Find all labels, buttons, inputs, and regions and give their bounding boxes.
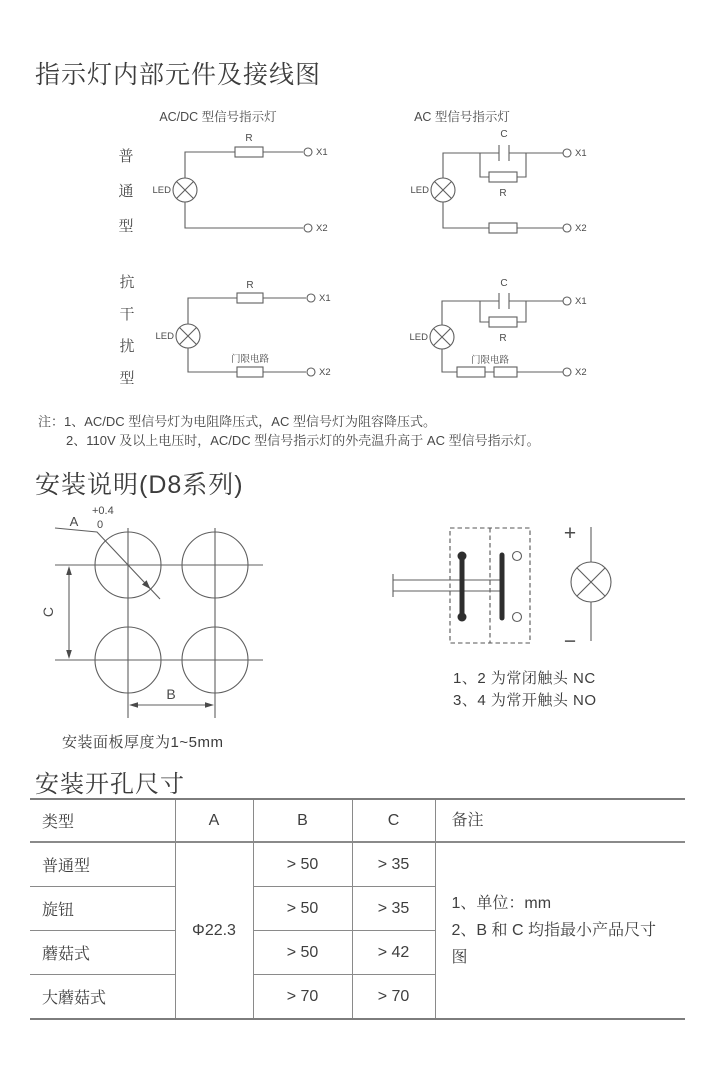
install-section-title: 安装说明(D8系列) — [35, 471, 244, 499]
cell-b: > 70 — [253, 975, 352, 1020]
terminal-x1 — [563, 297, 571, 305]
nc-note: 1、2 为常闭触头 NC — [453, 670, 596, 687]
wiring-notes — [38, 412, 540, 450]
led-label: LED — [152, 185, 171, 196]
mounting-hole-drawing — [40, 505, 263, 718]
led-lamp-symbol — [430, 325, 454, 349]
terminal-x1 — [563, 149, 571, 157]
wire — [188, 298, 306, 324]
contact-end-dot — [458, 552, 467, 561]
column-header-ac: AC 型信号指示灯 — [414, 110, 510, 124]
table-header-row — [30, 799, 685, 842]
svg-text:干: 干 — [119, 306, 135, 323]
cell-remark-merged — [435, 842, 685, 1019]
wire — [443, 202, 563, 228]
type-label-normal — [118, 148, 133, 235]
actuator-lines — [393, 574, 501, 597]
circuit-acdc-antijam — [156, 280, 331, 378]
terminal-x1-label: X1 — [319, 293, 331, 304]
wiring-section-title: 指示灯内部元件及接线图 — [35, 61, 322, 89]
cell-c: > 42 — [352, 931, 435, 975]
cell-type: 蘑菇式 — [30, 931, 175, 975]
resistor-label: R — [499, 188, 507, 199]
arrowhead — [129, 702, 138, 708]
col-header-type: 类型 — [30, 799, 175, 842]
terminal-x2-label: X2 — [319, 367, 331, 378]
terminal-x2 — [563, 368, 571, 376]
threshold-circuit-box — [494, 367, 517, 377]
note-prefix: 注： — [38, 414, 65, 429]
plus-sign: + — [563, 522, 577, 545]
dim-b-label: B — [166, 686, 176, 702]
terminal-x1-label: X1 — [316, 147, 328, 158]
capacitor-symbol — [499, 293, 509, 309]
terminal-x1-label: X1 — [575, 148, 587, 159]
contact-notes — [453, 668, 597, 712]
wire — [442, 301, 563, 325]
svg-text:普: 普 — [118, 148, 134, 165]
contact-point — [513, 613, 522, 622]
led-lamp-symbol — [431, 178, 455, 202]
column-header-acdc: AC/DC 型信号指示灯 — [159, 110, 277, 124]
circuit-acdc-normal — [153, 133, 328, 234]
note-line-1 — [38, 412, 540, 431]
circuit-ac-antijam — [410, 278, 587, 378]
tolerance-lower: 0 — [97, 519, 104, 531]
no-note: 3、4 为常开触头 NO — [453, 692, 597, 709]
wire — [185, 152, 303, 178]
cell-type: 大蘑菇式 — [42, 990, 107, 1007]
cell-b: > 50 — [253, 931, 352, 975]
terminal-x2-label: X2 — [575, 367, 587, 378]
resistor-symbol — [237, 293, 263, 303]
terminal-x2 — [307, 368, 315, 376]
led-lamp-symbol — [176, 324, 200, 348]
terminal-x1 — [304, 148, 312, 156]
centerline — [55, 528, 263, 718]
tolerance-upper: +0.4 — [92, 505, 114, 517]
terminal-x1 — [307, 294, 315, 302]
hole-table-wrapper — [30, 798, 685, 1020]
arrowhead — [66, 566, 72, 575]
wire — [480, 301, 526, 322]
threshold-label: 门限电路 — [230, 354, 270, 365]
led-label: LED — [410, 185, 429, 196]
svg-text:型: 型 — [118, 218, 134, 235]
cell-type: 旋钮 — [30, 887, 175, 931]
capacitor-label: C — [500, 278, 508, 289]
hole-table — [30, 798, 685, 1020]
resistor-label: R — [245, 133, 253, 144]
terminal-x2 — [563, 224, 571, 232]
capacitor-symbol — [499, 145, 509, 161]
resistor-symbol — [489, 223, 517, 233]
terminal-x2-label: X2 — [575, 223, 587, 234]
minus-sign: − — [563, 630, 577, 653]
dim-c-label: C — [40, 606, 56, 618]
wire — [480, 153, 526, 177]
cell-a-merged: Φ22.3 — [175, 842, 253, 1019]
cell-b: > 50 — [253, 842, 352, 887]
type-label-antijam — [119, 274, 134, 387]
dim-a-label: A — [69, 514, 79, 529]
col-header-a: A — [175, 799, 253, 842]
threshold-circuit-box — [457, 367, 485, 377]
resistor-symbol — [235, 147, 263, 157]
svg-text:型: 型 — [119, 370, 135, 387]
led-lamp-symbol — [173, 178, 197, 202]
svg-text:抗: 抗 — [119, 274, 135, 291]
led-label: LED — [409, 332, 428, 343]
contact-point — [513, 552, 522, 561]
svg-text:扰: 扰 — [119, 338, 135, 355]
remark-line-2: 2、B 和 C 均指最小产品尺寸图 — [451, 922, 656, 966]
wire — [443, 153, 563, 178]
col-header-remark: 备注 — [435, 799, 685, 842]
lamp-cross — [577, 568, 605, 596]
cell-type: 普通型 — [30, 842, 175, 887]
note-line-2: 2、110V 及以上电压时，AC/DC 型信号指示灯的外壳温升高于 AC 型信号指示灯。 — [66, 433, 540, 448]
resistor-label: R — [499, 333, 507, 344]
note-1-text: 1、AC/DC 型信号灯为电阻降压式，AC 型信号灯为阻容降压式。 — [64, 414, 436, 429]
cell-c: > 35 — [352, 887, 435, 931]
arrowhead — [205, 702, 214, 708]
cell-b: > 50 — [253, 887, 352, 931]
terminal-x1-label: X1 — [575, 296, 587, 307]
circuit-ac-normal — [411, 129, 587, 234]
led-label: LED — [155, 331, 174, 342]
resistor-label: R — [246, 280, 254, 291]
lamp-polarity-diagram — [564, 522, 611, 653]
col-header-c: C — [352, 799, 435, 842]
arrowhead — [66, 650, 72, 659]
threshold-circuit-box — [237, 367, 263, 377]
cell-c: > 35 — [352, 842, 435, 887]
hole-section-title: 安装开孔尺寸 — [35, 771, 185, 798]
resistor-symbol — [489, 172, 517, 182]
contact-block-diagram — [393, 528, 530, 643]
cell-c: > 70 — [352, 975, 435, 1020]
panel-thickness-note: 安装面板厚度为1~5mm — [62, 734, 224, 751]
contact-end-dot — [458, 613, 467, 622]
resistor-symbol — [489, 317, 517, 327]
col-header-b: B — [253, 799, 352, 842]
capacitor-label: C — [500, 129, 508, 140]
terminal-x2-label: X2 — [316, 223, 328, 234]
remark-line-1: 1、单位：mm — [451, 895, 552, 912]
terminal-x2 — [304, 224, 312, 232]
table-row — [30, 842, 685, 887]
svg-text:通: 通 — [118, 183, 134, 200]
threshold-label: 门限电路 — [470, 355, 510, 366]
wire — [185, 202, 303, 228]
